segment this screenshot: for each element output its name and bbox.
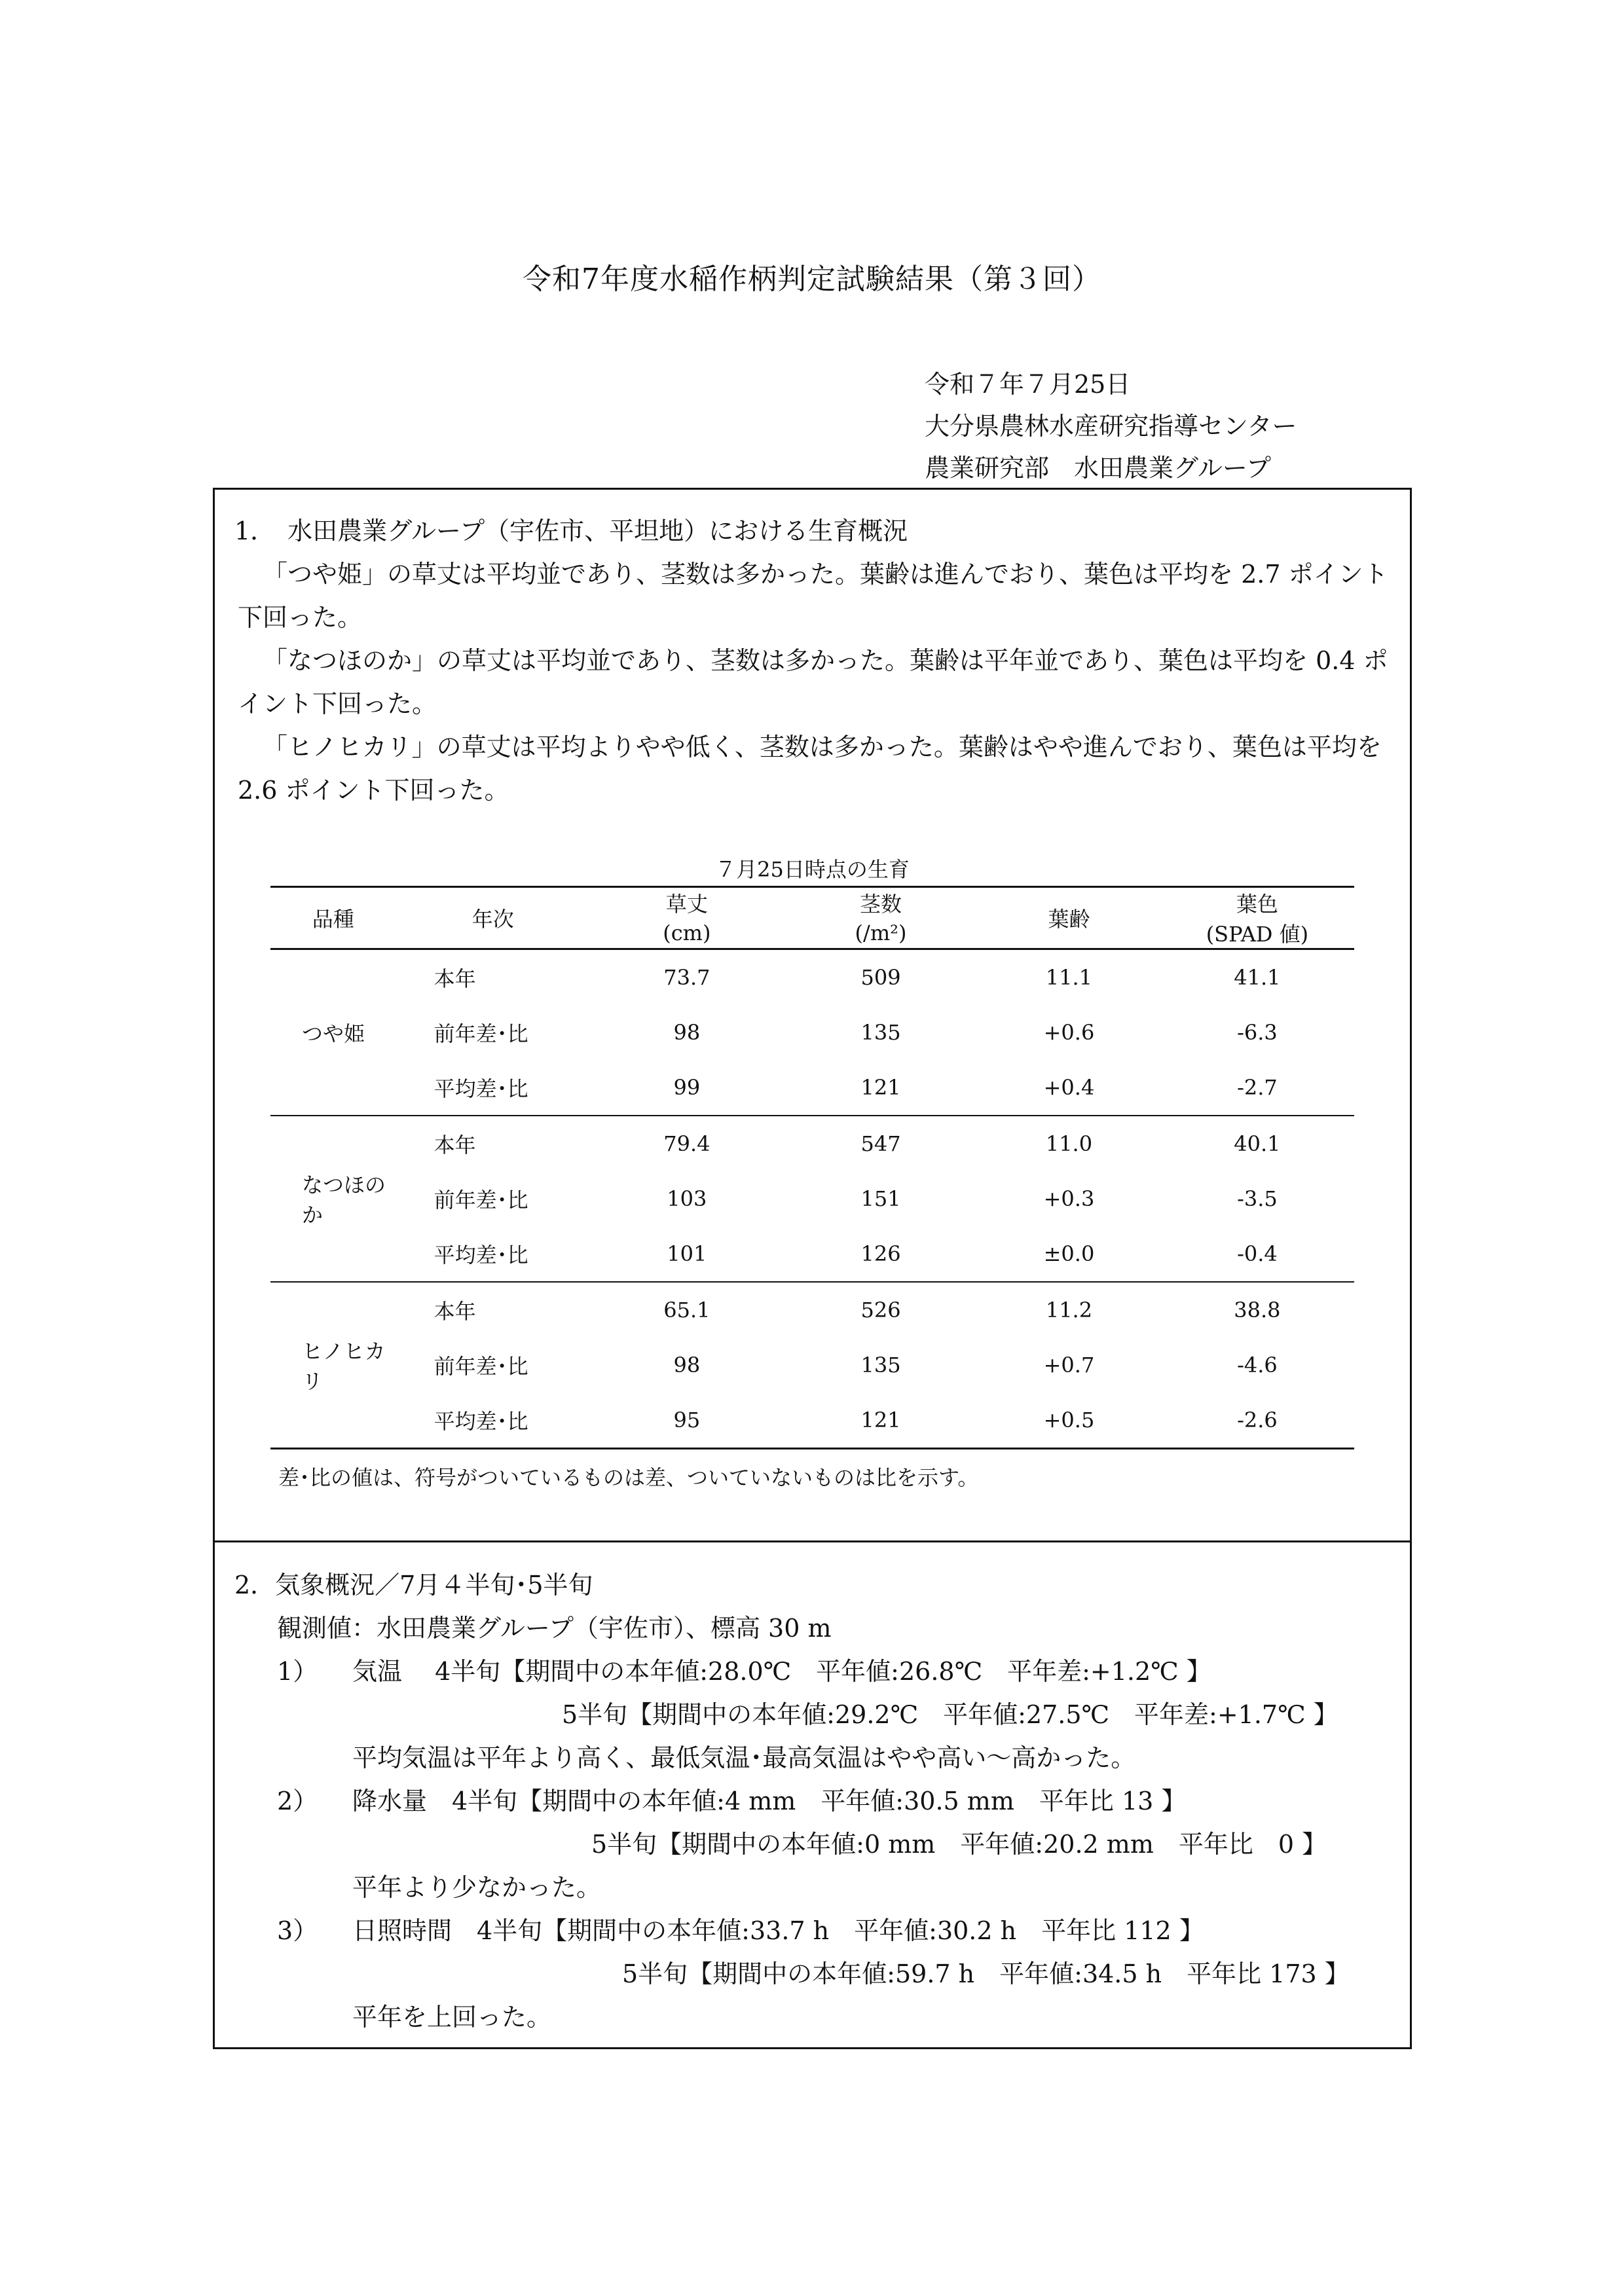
height-cell: 65.1 <box>663 1298 710 1322</box>
header-height: 草丈 <box>590 887 784 919</box>
header-info <box>925 363 1297 489</box>
year-cell: 本年 <box>434 1133 476 1157</box>
leaf-age-cell: +0.4 <box>978 1060 1160 1116</box>
department: 農業研究部 水田農業グループ <box>925 454 1271 483</box>
leaf-age-cell: 11.0 <box>1045 1131 1093 1156</box>
header-year: 年次 <box>396 887 590 949</box>
stems-cell: 509 <box>860 965 901 990</box>
rainfall-line-2 <box>234 1823 1393 1866</box>
leaf-color-cell: -2.6 <box>1160 1393 1354 1449</box>
table-note: 差･比の値は、符号がついているものは差、ついていないものは比を示す。 <box>278 1465 979 1490</box>
growth-heading: 1． 水田農業グループ（宇佐市、平坦地）における生育概況 <box>234 517 908 545</box>
height-cell: 103 <box>667 1186 707 1211</box>
header-leaf-age: 葉齢 <box>978 887 1160 949</box>
temperature-line-1 <box>234 1650 1393 1693</box>
leaf-age-cell: ±0.0 <box>978 1226 1160 1282</box>
stems-cell: 151 <box>860 1186 901 1211</box>
report-date: 令和７年７月25日 <box>925 370 1131 399</box>
leaf-color-cell: 41.1 <box>1234 965 1281 990</box>
leaf-color-cell: 40.1 <box>1234 1131 1281 1156</box>
year-cell: 平均差･比 <box>396 1226 590 1282</box>
variety-cell: つや姫 <box>270 949 396 1116</box>
header-variety: 品種 <box>270 887 396 949</box>
stems-cell: 121 <box>784 1060 978 1116</box>
year-cell: 前年差･比 <box>434 1354 528 1379</box>
stems-cell: 135 <box>860 1353 901 1377</box>
year-cell: 本年 <box>434 966 476 991</box>
table-row <box>270 1282 1354 1338</box>
sunshine-number: 3） <box>277 1916 318 1945</box>
header-leaf-color: 葉色 <box>1160 887 1354 919</box>
sunshine-period-4: 日照時間 4半旬【期間中の本年値:33.7 h 平年値:30.2 h 平年比 112 】 <box>352 1916 1204 1945</box>
stems-cell: 135 <box>860 1020 901 1045</box>
rainfall-summary: 平年より少なかった。 <box>352 1873 602 1902</box>
header-height-unit: (cm) <box>590 918 784 949</box>
year-cell: 平均差･比 <box>396 1393 590 1449</box>
variety-cell: なつほのか <box>270 1116 396 1282</box>
observation-note: 観測値：水田農業グループ（宇佐市）、標高 30 m <box>277 1614 832 1643</box>
header-leaf-color-unit: (SPAD 値) <box>1160 918 1354 949</box>
height-cell: 101 <box>590 1226 784 1282</box>
leaf-color-cell: -0.4 <box>1160 1226 1354 1282</box>
stems-cell: 526 <box>860 1298 901 1322</box>
growth-para-tsuyahime: 「つや姫」の草丈は平均並であり、茎数は多かった。葉齢は進んでおり、葉色は平均を 2.7 ポイント下回った。 <box>238 560 1388 632</box>
temperature-period-5: 5半旬【期間中の本年値:29.2℃ 平年値:27.5℃ 平年差:+1.7℃ 】 <box>562 1700 1338 1729</box>
year-cell: 前年差･比 <box>434 1188 528 1212</box>
table-row <box>270 1060 1354 1116</box>
temperature-summary: 平均気温は平年より高く、最低気温･最高気温はやや高い～高かった。 <box>352 1743 1136 1772</box>
organization: 大分県農林水産研究指導センター <box>925 412 1297 441</box>
table-row <box>270 949 1354 1006</box>
temperature-number: 1） <box>277 1657 318 1686</box>
sunshine-line-1 <box>234 1909 1393 1952</box>
leaf-color-cell: -3.5 <box>1237 1186 1278 1211</box>
table-caption: ７月25日時点の生育 <box>715 857 910 882</box>
leaf-age-cell: +0.3 <box>1043 1186 1095 1211</box>
height-cell: 73.7 <box>663 965 710 990</box>
temperature-period-4: 気温 4半旬【期間中の本年値:28.0℃ 平年値:26.8℃ 平年差:+1.2℃ 】 <box>352 1657 1211 1686</box>
rainfall-number: 2） <box>277 1787 318 1815</box>
leaf-age-cell: 11.2 <box>1045 1298 1093 1322</box>
height-cell: 98 <box>673 1353 701 1377</box>
growth-section <box>234 509 1393 812</box>
leaf-color-cell: -6.3 <box>1237 1020 1278 1045</box>
weather-section <box>234 1563 1393 2039</box>
section-divider <box>215 1540 1410 1542</box>
leaf-color-cell: -4.6 <box>1237 1353 1278 1377</box>
leaf-color-cell: 38.8 <box>1234 1298 1281 1322</box>
page-title: 令和7年度水稲作柄判定試験結果（第３回） <box>523 263 1101 296</box>
growth-table <box>270 886 1354 1449</box>
table-row <box>270 1005 1354 1060</box>
height-cell: 95 <box>590 1393 784 1449</box>
table-row <box>270 1338 1354 1393</box>
table-row <box>270 1116 1354 1171</box>
temperature-line-2 <box>234 1693 1393 1736</box>
sunshine-period-5: 5半旬【期間中の本年値:59.7 h 平年値:34.5 h 平年比 173 】 <box>622 1959 1350 1988</box>
growth-para-hinohikari: 「ヒノヒカリ」の草丈は平均よりやや低く、茎数は多かった。葉齢はやや進んでおり、葉色は平均を 2.6 ポイント下回った。 <box>238 733 1382 805</box>
year-cell: 前年差･比 <box>434 1021 528 1046</box>
header-stems-unit: (/m²) <box>784 918 978 949</box>
table-row <box>270 1226 1354 1282</box>
table-row <box>270 1171 1354 1226</box>
sunshine-summary: 平年を上回った。 <box>352 2003 552 2032</box>
height-cell: 98 <box>673 1020 701 1045</box>
leaf-age-cell: +0.7 <box>1043 1353 1095 1377</box>
leaf-age-cell: +0.6 <box>1043 1020 1095 1045</box>
growth-table-block <box>270 853 1354 1491</box>
sunshine-line-2 <box>234 1952 1393 1995</box>
variety-cell: ヒノヒカリ <box>270 1282 396 1449</box>
stems-cell: 121 <box>784 1393 978 1449</box>
report-frame <box>213 488 1412 2049</box>
year-cell: 本年 <box>434 1299 476 1324</box>
rainfall-line-1 <box>234 1779 1393 1823</box>
leaf-age-cell: +0.5 <box>978 1393 1160 1449</box>
year-cell: 平均差･比 <box>396 1060 590 1116</box>
stems-cell: 547 <box>860 1131 901 1156</box>
table-row <box>270 1393 1354 1449</box>
rainfall-period-4: 降水量 4半旬【期間中の本年値:4 mm 平年値:30.5 mm 平年比 13 】 <box>352 1787 1187 1815</box>
leaf-color-cell: -2.7 <box>1160 1060 1354 1116</box>
height-cell: 79.4 <box>663 1131 710 1156</box>
weather-heading: 2．気象概況／7月４半旬･5半旬 <box>234 1571 593 1599</box>
height-cell: 99 <box>590 1060 784 1116</box>
rainfall-period-5: 5半旬【期間中の本年値:0 mm 平年値:20.2 mm 平年比 0 】 <box>591 1830 1327 1859</box>
stems-cell: 126 <box>784 1226 978 1282</box>
growth-para-natsuhonoka: 「なつほのか」の草丈は平均並であり、茎数は多かった。葉齢は平年並であり、葉色は平均を 0.4 ポイント下回った。 <box>238 646 1388 718</box>
header-stems: 茎数 <box>784 887 978 919</box>
leaf-age-cell: 11.1 <box>1045 965 1093 990</box>
